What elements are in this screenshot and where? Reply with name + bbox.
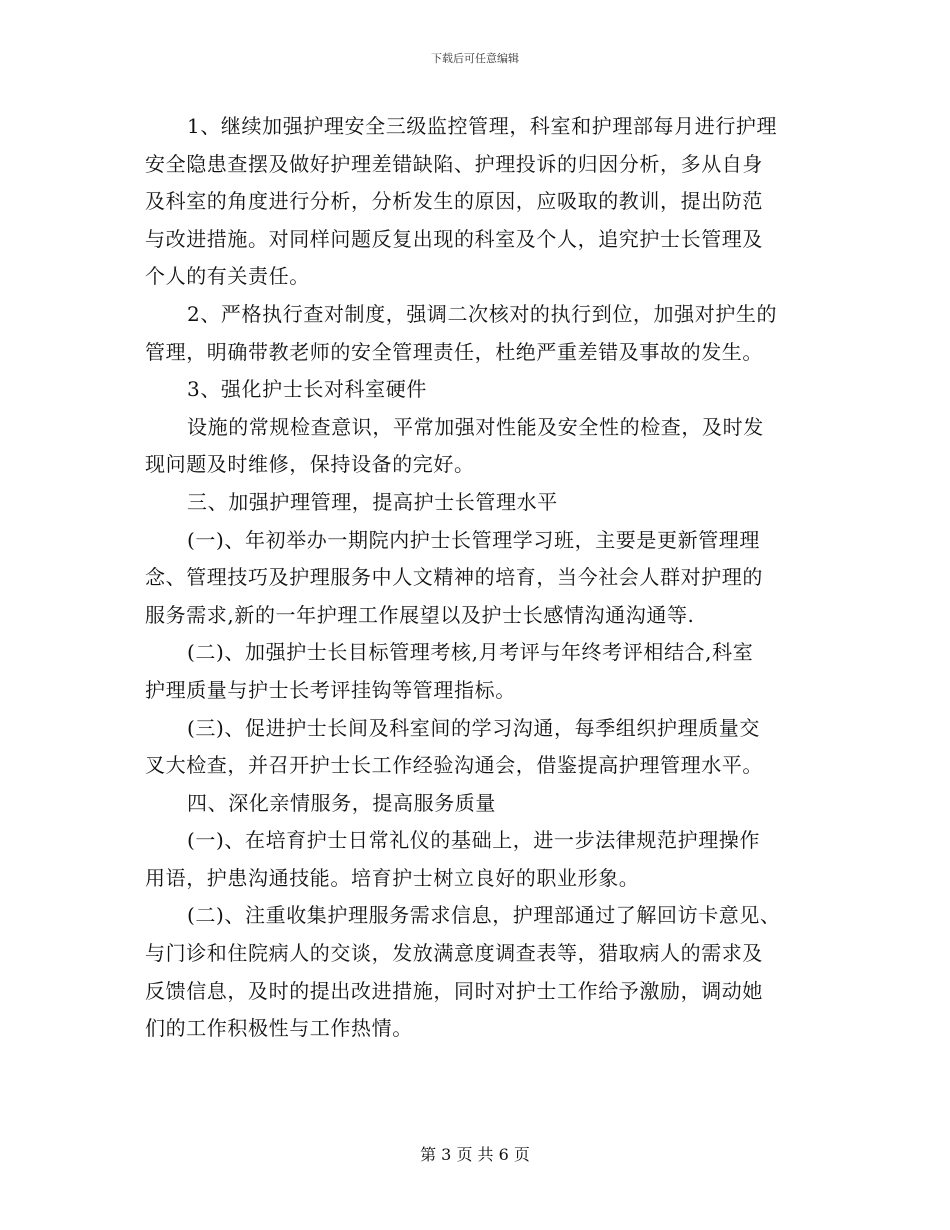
paragraph-line: 及科室的角度进行分析，分析发生的原因，应吸取的教训，提出防范 xyxy=(145,189,763,214)
paragraph-line: 个人的有关责任。 xyxy=(145,264,310,289)
paragraph-line: 2、严格执行查对制度，强调二次核对的执行到位，加强对护生的 xyxy=(187,301,778,326)
paragraph-line: 反馈信息，及时的提出改进措施，同时对护士工作给予激励，调动她 xyxy=(145,978,763,1003)
paragraph-line: 与改进措施。对同样问题反复出现的科室及个人，追究护士长管理及 xyxy=(145,226,763,251)
page-number-footer: 第 3 页 共 6 页 xyxy=(420,1145,530,1164)
paragraph-line: 管理，明确带教老师的安全管理责任，杜绝严重差错及事故的发生。 xyxy=(145,339,763,364)
paragraph-line: 用语，护患沟通技能。培育护士树立良好的职业形象。 xyxy=(145,865,640,890)
paragraph-line: 护理质量与护士长考评挂钩等管理指标。 xyxy=(145,677,516,702)
paragraph-line: (二)、注重收集护理服务需求信息，护理部通过了解回访卡意见、 xyxy=(187,903,781,928)
paragraph-line: (二)、加强护士长目标管理考核,月考评与年终考评相结合,科室 xyxy=(187,640,754,665)
section-heading: 三、加强护理管理，提高护士长管理水平 xyxy=(187,489,558,514)
paragraph-line: 1、继续加强护理安全三级监控管理，科室和护理部每月进行护理 xyxy=(187,114,778,138)
paragraph-line: 服务需求,新的一年护理工作展望以及护士长感情沟通沟通等. xyxy=(145,602,695,627)
paragraph-line: (三)、促进护士长间及科室间的学习沟通，每季组织护理质量交 xyxy=(187,715,761,740)
paragraph-line: 安全隐患查摆及做好护理差错缺陷、护理投诉的归因分析，多从自身 xyxy=(145,151,763,176)
paragraph-line: 们的工作积极性与工作热情。 xyxy=(145,1016,413,1041)
paragraph-line: 叉大检查，并召开护士长工作经验沟通会，借鉴提高护理管理水平。 xyxy=(145,753,763,778)
paragraph-line: (一)、年初举办一期院内护士长管理学习班，主要是更新管理理 xyxy=(187,527,761,552)
paragraph-line: 念、管理技巧及护理服务中人文精神的培育，当今社会人群对护理的 xyxy=(145,565,763,590)
section-heading: 四、深化亲情服务，提高服务质量 xyxy=(187,790,496,815)
paragraph-line: 与门诊和住院病人的交谈，发放满意度调查表等，猎取病人的需求及 xyxy=(145,941,763,966)
document-body xyxy=(145,108,810,1048)
page-header: 下载后可任意编辑 xyxy=(431,52,519,65)
paragraph-line: 现问题及时维修，保持设备的完好。 xyxy=(145,452,475,477)
paragraph-line: 设施的常规检查意识，平常加强对性能及安全性的检查，及时发 xyxy=(187,414,764,439)
paragraph-line: 3、强化护士长对科室硬件 xyxy=(187,377,427,402)
paragraph-line: (一)、在培育护士日常礼仪的基础上，进一步法律规范护理操作 xyxy=(187,828,761,853)
